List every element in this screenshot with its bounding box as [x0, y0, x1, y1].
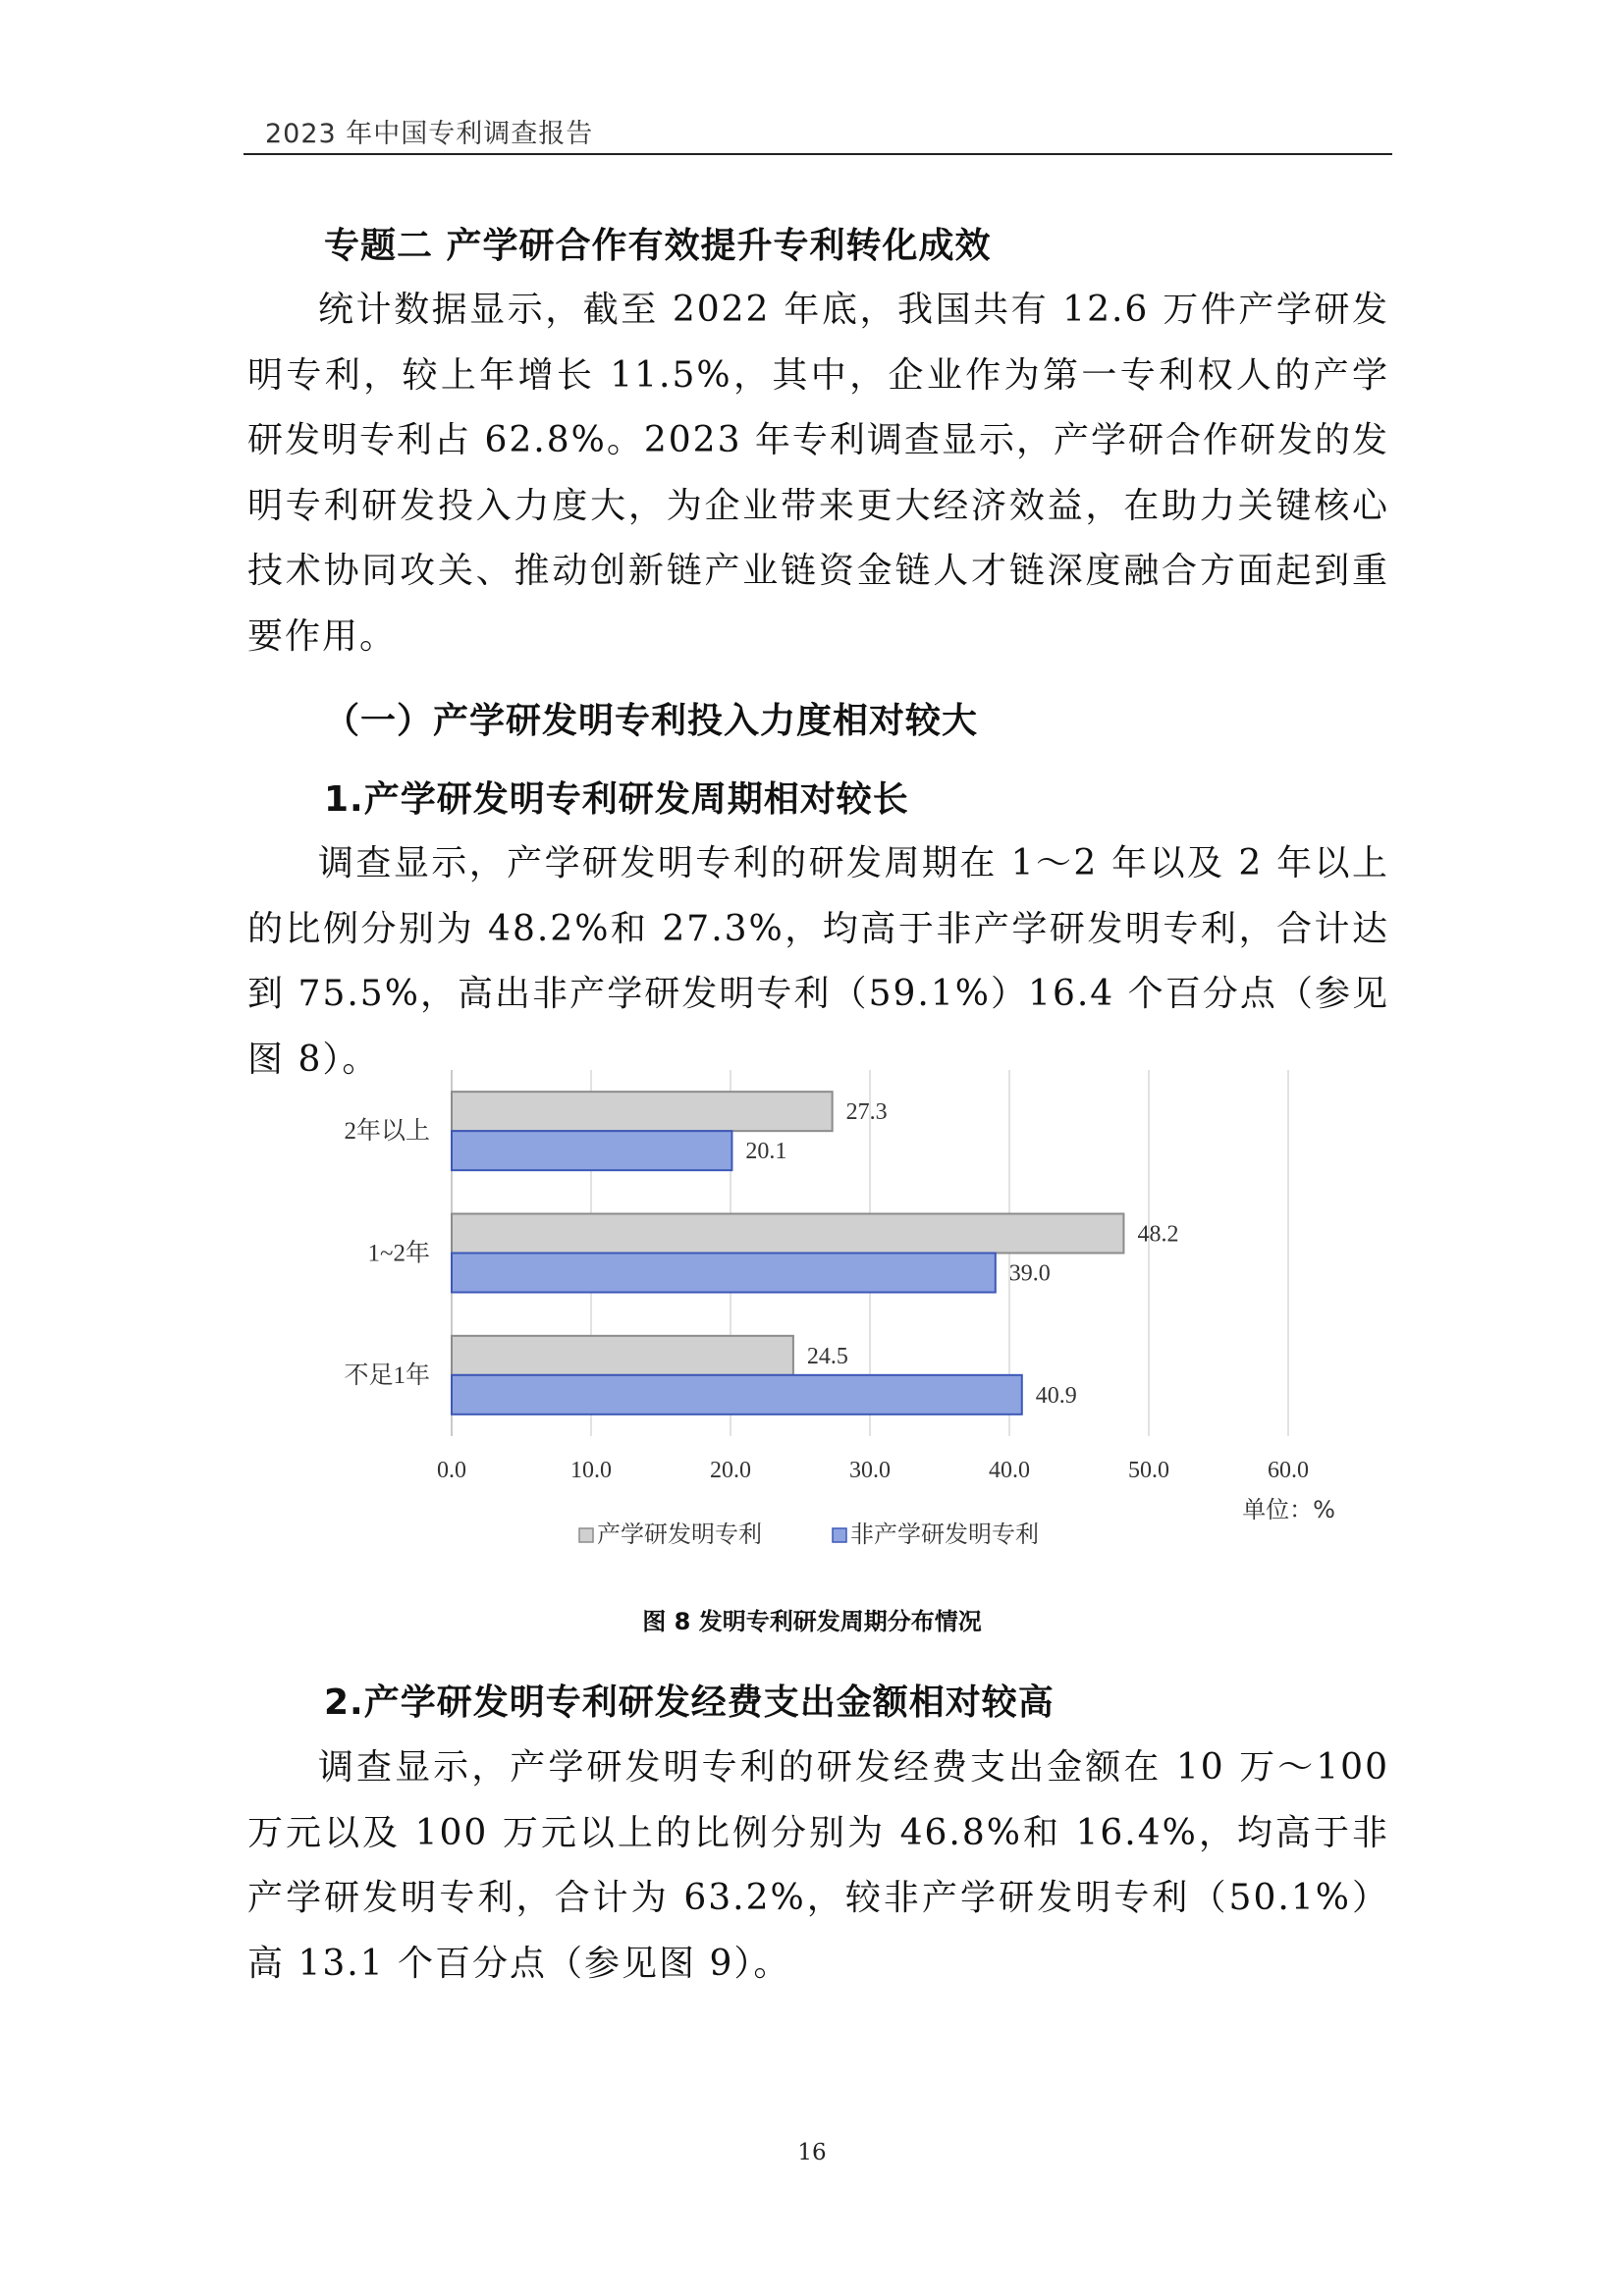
sub2-paragraph: 调查显示，产学研发明专利的研发经费支出金额在 10 万～100 万元以及 100 万元以上的比例分别为 46.8%和 16.4%，均高于非产学研发明专利，合计为 63.2%，较非产学研发明专利（50.1%）高 13.1 个百分点（参见图 9）。 [247, 1747, 1389, 1984]
x-tick-label: 40.0 [989, 1458, 1030, 1483]
figure-8-chart [295, 1050, 1375, 1580]
sub2-paragraph-block [247, 1735, 1389, 1997]
sub1-paragraph: 调查显示，产学研发明专利的研发周期在 1～2 年以及 2 年以上的比例分别为 48.2%和 27.3%，均高于非产学研发明专利，合计达到 75.5%，高出非产学研发明专利（59.1%）16.4 个百分点（参见图 8）。 [247, 843, 1389, 1080]
topic-title: 专题二 产学研合作有效提升专利转化成效 [324, 226, 992, 266]
x-tick-label: 60.0 [1268, 1458, 1309, 1483]
bar-data-label: 20.1 [745, 1139, 787, 1165]
bar-cxy [452, 1336, 793, 1375]
legend-swatch [579, 1528, 593, 1542]
intro-paragraph-block [247, 278, 1389, 669]
page-header [244, 110, 1392, 155]
bar-non-cxy [452, 1375, 1022, 1415]
y-category-label: 不足1年 [344, 1362, 430, 1389]
x-tick-label: 20.0 [710, 1458, 751, 1483]
x-tick-label: 50.0 [1128, 1458, 1169, 1483]
y-category-label: 1~2年 [367, 1240, 430, 1267]
bar-cxy [452, 1092, 833, 1131]
legend-label: 产学研发明专利 [597, 1521, 762, 1548]
header-title: 2023 年中国专利调查报告 [265, 119, 594, 149]
figure-caption: 图 8 发明专利研发周期分布情况 [642, 1608, 982, 1635]
sub2-title: 2.产学研发明专利研发经费支出金额相对较高 [324, 1682, 1055, 1723]
sub1-title: 1.产学研发明专利研发周期相对较长 [324, 779, 909, 820]
bar-non-cxy [452, 1254, 996, 1293]
bar-data-label: 27.3 [845, 1099, 888, 1126]
intro-paragraph: 统计数据显示，截至 2022 年底，我国共有 12.6 万件产学研发明专利，较上年增长 11.5%，其中，企业作为第一专利权人的产学研发明专利占 62.8%。2023 年专利调查显示，产学研合作研发的发明专利研发投入力度大，为企业带来更大经济效益，在助力关键核心技术协同攻关、推动创新链产业链资金链人才链深度融合方面起到重要作用。 [247, 290, 1389, 657]
bar-cxy [452, 1214, 1123, 1254]
x-tick-label: 30.0 [849, 1458, 891, 1483]
page-number: 16 [797, 2140, 827, 2165]
legend-label: 非产学研发明专利 [850, 1521, 1039, 1548]
unit-label: 单位：% [1242, 1496, 1335, 1523]
legend-swatch [833, 1528, 846, 1542]
bar-data-label: 48.2 [1137, 1221, 1179, 1248]
bar-data-label: 40.9 [1035, 1382, 1077, 1409]
x-tick-label: 10.0 [570, 1458, 612, 1483]
section1-title: （一）产学研发明专利投入力度相对较大 [324, 701, 979, 741]
bar-data-label: 39.0 [1008, 1260, 1051, 1287]
bar-non-cxy [452, 1131, 731, 1170]
bar-chart-svg [295, 1050, 1375, 1580]
y-category-label: 2年以上 [344, 1118, 430, 1146]
x-tick-label: 0.0 [437, 1458, 466, 1483]
bar-data-label: 24.5 [806, 1343, 848, 1369]
